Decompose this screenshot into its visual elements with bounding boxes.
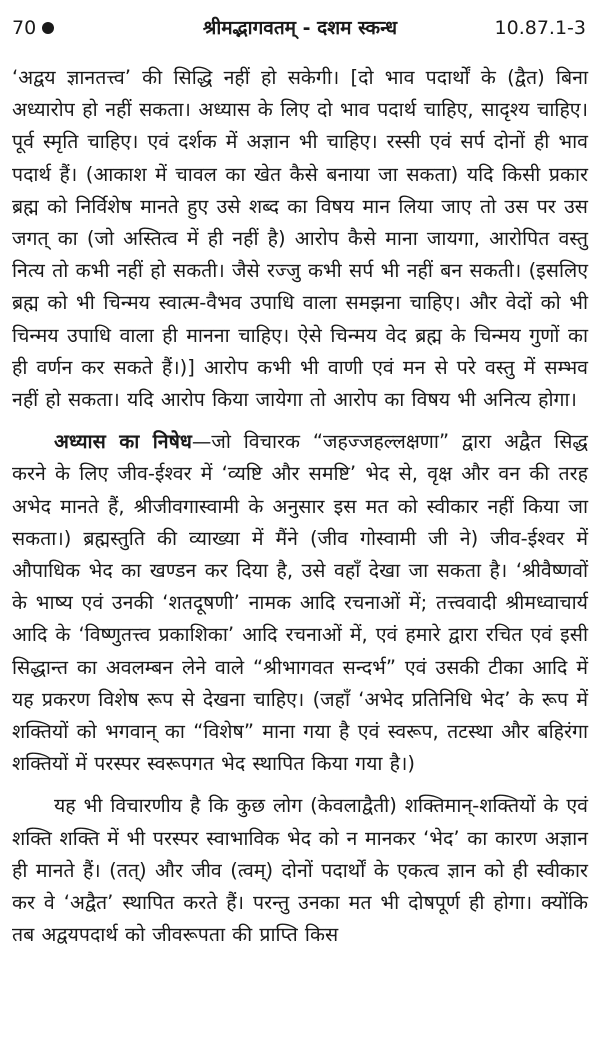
verse-reference: 10.87.1-3 — [494, 17, 586, 39]
page-number: 70 — [12, 17, 37, 39]
paragraph-2-text: —जो विचारक “जहज्जहल्लक्षणा” द्वारा अद्वैत सिद्ध करने के लिए जीव-ईश्वर में ‘व्यष्टि और समष्टि’ भेद से, वृक्ष और वन की तरह अभेद मानते हैं, श्रीजीवगास्वामी के अनुसार इस मत को स्वीकार नहीं किया जा सकता।) ब्रह्मस्तुति की व्याख्या में मैंने (जीव गोस्वामी जी ने) जीव-ईश्वर में औपाधिक भेद का खण्डन कर दिया है, उसे वहाँ देखा जा सकता है। ‘श्रीवैष्णवों के भाष्य एवं उनकी ‘शतदूषणी’ नामक आदि रचनाओं में; तत्त्ववादी श्रीमध्वाचार्य आदि के ‘विष्णुतत्त्व प्रकाशिका’ आदि रचनाओं में, एवं हमारे द्वारा रचित एवं इसी सिद्धान्त का अवलम्बन लेने वाले “श्रीभागवत सन्दर्भ” एवं उसकी टीका आदि में यह प्रकरण विशेष रूप से देखना चाहिए। (जहाँ ‘अभेद प्रतिनिधि भेद’ के रूप में शक्तियों को भगवान् का “विशेष” माना गया है एवं स्वरूप, तटस्था और बहिरंगा शक्तियों में परस्पर स्वरूपगत भेद स्थापित किया गया है।) — [12, 430, 588, 776]
page-header — [10, 8, 590, 48]
running-title: श्रीमद्भागवतम् - दशम स्कन्ध — [202, 17, 398, 39]
book-page — [10, 0, 590, 1039]
paragraph-2 — [12, 426, 588, 780]
page-body — [12, 62, 588, 951]
paragraph-3: यह भी विचारणीय है कि कुछ लोग (केवलाद्वैती) शक्तिमान्-शक्तियों के एवं शक्ति शक्ति में भी परस्पर स्वाभाविक भेद को न मानकर ‘भेद’ का कारण अज्ञान ही मानते हैं। (तत्) और जीव (त्वम्) दोनों पदार्थों के एकत्व ज्ञान को ही स्वीकार कर वे ‘अद्वैत’ स्थापित करते हैं। परन्तु उनका मत भी दोषपूर्ण ही होगा। क्योंकि तब अद्वयपदार्थ को जीवरूपता की प्राप्ति किस — [12, 794, 588, 947]
section-heading: अध्यास का निषेध — [54, 430, 192, 454]
paragraph-1: ‘अद्वय ज्ञानतत्त्व’ की सिद्धि नहीं हो सकेगी। [दो भाव पदार्थों के (द्वैत) बिना अध्यारोप हो नहीं सकता। अध्यास के लिए दो भाव पदार्थ चाहिए, सादृश्य चाहिए। पूर्व स्मृति चाहिए। एवं दर्शक में अज्ञान भी चाहिए। रस्सी एवं सर्प दोनों ही भाव पदार्थ हैं। (आकाश में चावल का खेत कैसे बनाया जा सकता) यदि किसी प्रकार ब्रह्म को निर्विशेष मानते हुए उसे शब्द का विषय मान लिया जाए तो उस पर उस जगत् का (जो अस्तित्व में ही नहीं है) आरोप कैसे माना जायगा, आरोपित वस्तु नित्य तो कभी नहीं हो सकती। जैसे रज्जु कभी सर्प भी नहीं बन सकती। (इसलिए ब्रह्म को भी चिन्मय स्वात्म-वैभव उपाधि वाला समझना चाहिए। और वेदों को भी चिन्मय उपाधि वाला ही मानना चाहिए। ऐसे चिन्मय वेद ब्रह्म के चिन्मय गुणों का ही वर्णन कर सकते हैं।)] आरोप कभी भी वाणी एवं मन से परे वस्तु में सम्भव नहीं हो सकता। यदि आरोप किया जायेगा तो आरोप का विषय भी अनित्य होगा। — [12, 66, 588, 412]
